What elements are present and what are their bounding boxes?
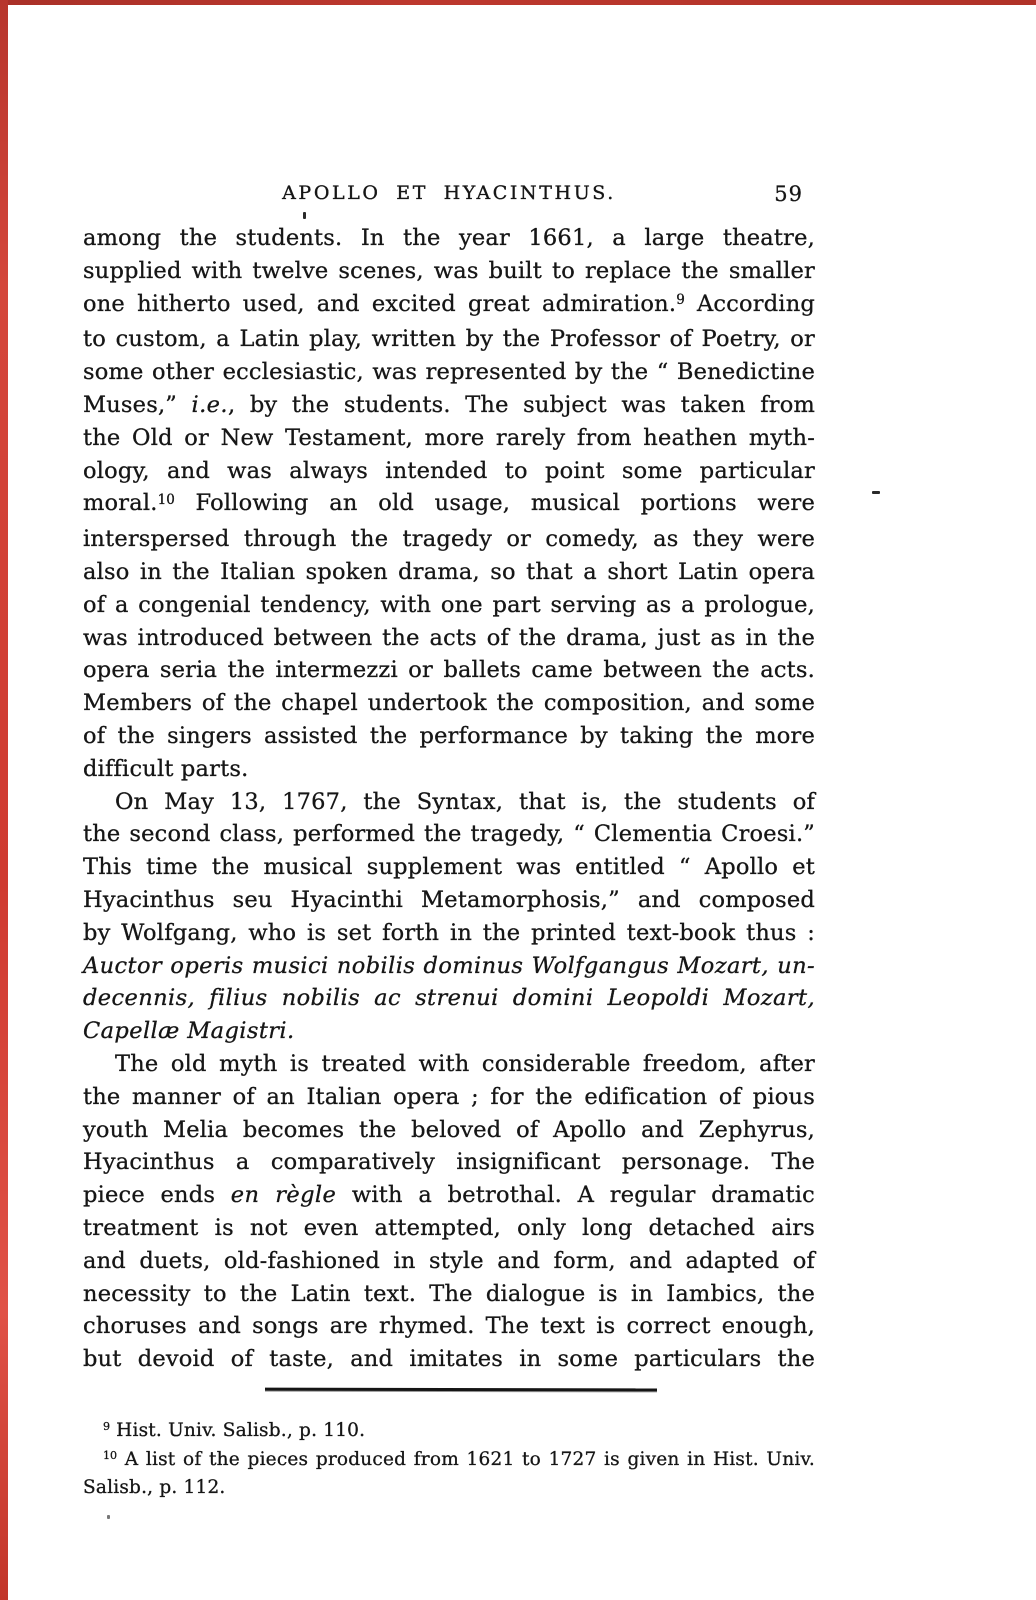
body-line: Muses,” i.e., by the students. The subject was taken from — [83, 391, 815, 418]
body-line: of a congenial tendency, with one part serving as a prologue, — [83, 591, 815, 618]
scan-edge-artifact-left — [0, 0, 8, 1600]
scan-speck — [303, 212, 306, 219]
body-line: the Old or New Testament, more rarely from heathen myth- — [83, 424, 815, 451]
body-line: was introduced between the acts of the drama, just as in the — [83, 624, 815, 651]
footnotes — [83, 1418, 815, 1502]
body-line: decennis, filius nobilis ac strenui domini Leopoldi Mozart, — [83, 985, 815, 1012]
body-line: piece ends en règle with a betrothal. A regular dramatic — [83, 1182, 815, 1209]
body-line: of the singers assisted the performance by taking the more — [83, 722, 815, 749]
body-line: the manner of an Italian opera ; for the edification of pious — [83, 1083, 815, 1110]
body-line: difficult parts. — [83, 755, 249, 782]
body-line: opera seria the intermezzi or ballets came between the acts. — [83, 657, 815, 684]
scan-speck — [107, 1515, 110, 1519]
body-line: Capellæ Magistri. — [83, 1018, 295, 1045]
running-header: APOLLO ET HYACINTHUS. — [282, 182, 616, 204]
body-line: youth Melia becomes the beloved of Apollo and Zephyrus, — [83, 1116, 815, 1143]
body-line: This time the musical supplement was entitled “ Apollo et — [83, 854, 815, 881]
body-line: supplied with twelve scenes, was built to replace the smaller — [83, 257, 815, 284]
body-line: and duets, old-fashioned in style and form, and adapted of — [83, 1247, 815, 1274]
body-line: among the students. In the year 1661, a large theatre, — [83, 225, 815, 251]
body-line: treatment is not even attempted, only long detached airs — [83, 1214, 815, 1241]
body-line: but devoid of taste, and imitates in some particulars the — [83, 1346, 815, 1373]
scan-speck — [872, 491, 880, 494]
body-line: also in the Italian spoken drama, so that a short Latin opera — [83, 558, 815, 585]
body-line: some other ecclesiastic, was represented by the “ Benedictine — [83, 359, 815, 386]
body-line: by Wolfgang, who is set forth in the printed text-book thus : — [83, 919, 815, 946]
body-line: the second class, performed the tragedy, “ Clementia Croesi.” — [83, 821, 815, 848]
body-line: moral.$^{10}$ Following an old usage, musical portions were — [83, 490, 815, 517]
body-line: necessity to the Latin text. The dialogue is in Iambics, the — [83, 1280, 815, 1307]
body-line: On May 13, 1767, the Syntax, that is, the students of — [115, 788, 815, 815]
footnote-line: $^{10}$ A list of the pieces produced from 1621 to 1727 is given in Hist. Univ. — [103, 1448, 815, 1470]
body-line: ology, and was always intended to point some particular — [83, 457, 815, 484]
body-line: to custom, a Latin play, written by the Professor of Poetry, or — [83, 326, 815, 353]
page-number: 59 — [774, 182, 803, 206]
page-header — [83, 182, 815, 212]
footnote-line: $^9$ Hist. Univ. Salisb., p. 110. — [103, 1420, 366, 1441]
body-line: choruses and songs are rhymed. The text is correct enough, — [83, 1313, 815, 1340]
body-line: Hyacinthus a comparatively insignificant personage. The — [83, 1149, 815, 1176]
body-line: interspersed through the tragedy or comedy, as they were — [83, 526, 815, 553]
footnote-line: Salisb., p. 112. — [83, 1477, 226, 1498]
scan-edge-artifact-top — [0, 0, 1036, 5]
body-line: The old myth is treated with considerable freedom, after — [115, 1050, 815, 1077]
body-line: Members of the chapel undertook the composition, and some — [83, 690, 815, 717]
body-line: Auctor operis musici nobilis dominus Wolfgangus Mozart, un- — [83, 952, 815, 979]
body-line: Hyacinthus seu Hyacinthi Metamorphosis,” and composed — [83, 886, 815, 913]
footnote-separator-rule — [265, 1388, 657, 1392]
body-text — [83, 222, 815, 1376]
body-line: one hitherto used, and excited great admiration.$^9$ According — [83, 290, 815, 317]
